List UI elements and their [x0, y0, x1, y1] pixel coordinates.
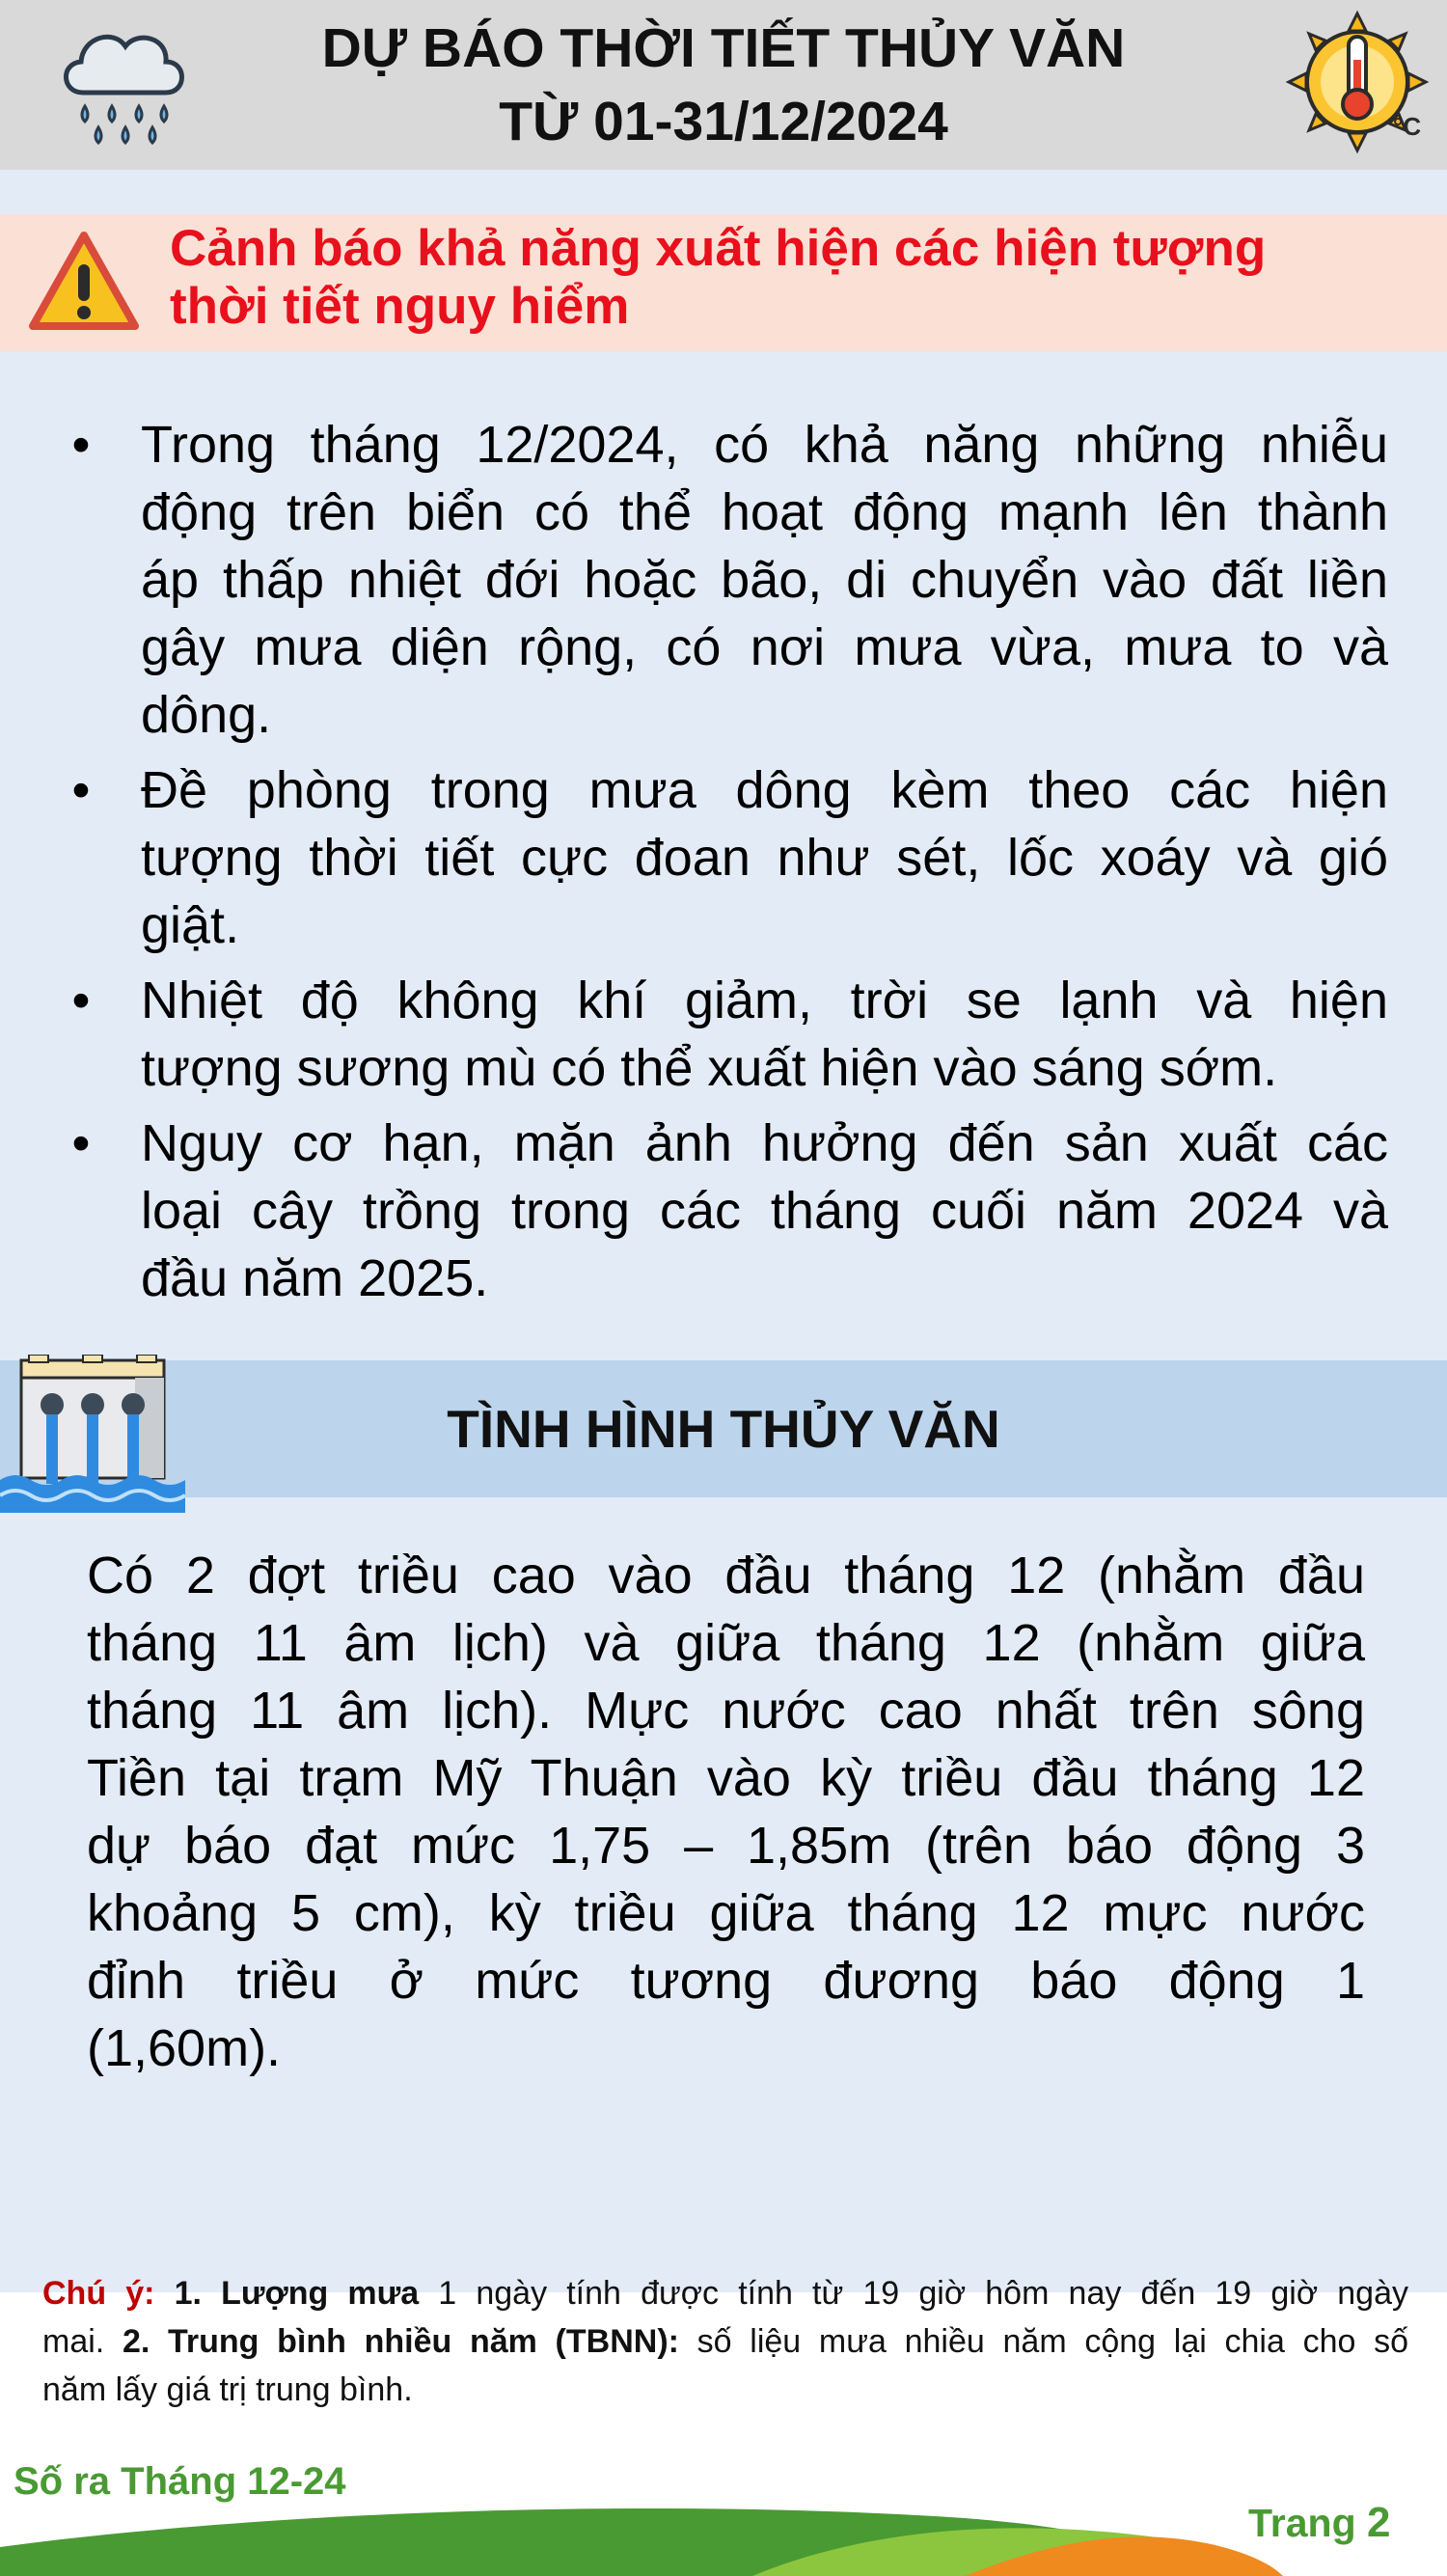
list-item: [62, 967, 1388, 1102]
footnote-line: [42, 2317, 1408, 2366]
list-item: [62, 411, 1388, 749]
page-title-line2: TỪ 01-31/12/2024: [499, 91, 948, 152]
warning-title: [170, 214, 1424, 336]
bullet-dot: •: [71, 761, 91, 819]
bullet-line: dông.: [141, 686, 272, 744]
bullet-dot: •: [71, 1114, 91, 1172]
footnote-item1-text-end: mai.: [42, 2323, 123, 2360]
bullet-line: Trong tháng 12/2024, có khả năng những nhiễu: [141, 416, 1388, 474]
bullet-line: giật.: [141, 896, 240, 954]
hydrology-title: TÌNH HÌNH THỦY VĂN: [447, 1399, 1000, 1459]
warning-triangle-icon: [27, 230, 141, 334]
paragraph-line: Có 2 đợt triều cao vào đầu tháng 12 (nhằm đầu: [87, 1547, 1365, 1604]
list-item: [62, 756, 1388, 959]
dam-icon: [0, 1355, 185, 1513]
footnote-item1-text: 1 ngày tính được tính từ 19 giờ hôm nay đến 19 giờ ngày: [419, 2275, 1408, 2312]
paragraph-line: (1,60m).: [87, 2019, 282, 2077]
footnote-item2-text-end: năm lấy giá trị trung bình.: [42, 2371, 413, 2408]
bullet-line: gây mưa diện rộng, có nơi mưa vừa, mưa to và: [141, 618, 1388, 676]
bullet-line: tượng sương mù có thể xuất hiện vào sáng sớm.: [141, 1039, 1278, 1097]
footer-wave-decoration: [0, 2499, 1447, 2576]
footnote-line: [42, 2269, 1408, 2317]
bullet-line: đầu năm 2025.: [141, 1249, 489, 1307]
hydrology-paragraph: [87, 1542, 1365, 2082]
bullet-line: động trên biển có thể hoạt động mạnh lên thành: [141, 483, 1388, 541]
issue-label: Số ra Tháng 12-24: [14, 2460, 346, 2503]
bullet-line: áp thấp nhiệt đới hoặc bão, di chuyển vào đất liền: [141, 551, 1388, 609]
bullet-line: Đề phòng trong mưa dông kèm theo các hiện: [141, 761, 1388, 819]
list-item: [62, 1110, 1388, 1312]
bullet-line: Nhiệt độ không khí giảm, trời se lạnh và hiện: [141, 972, 1388, 1029]
bullet-line: Nguy cơ hạn, mặn ảnh hưởng đến sản xuất các: [141, 1114, 1388, 1172]
footnote-label: Chú ý:: [42, 2275, 155, 2312]
footnote-item2-text: số liệu mưa nhiều năm cộng lại chia cho số: [678, 2323, 1408, 2360]
svg-text:°C: °C: [1393, 112, 1422, 141]
paragraph-line: tháng 11 âm lịch). Mực nước cao nhất trên sông: [87, 1682, 1365, 1740]
page-number: [1248, 2499, 1391, 2547]
page-number-value: 2: [1367, 2499, 1391, 2546]
footnote: [42, 2269, 1408, 2414]
footnote-item1-number: 1.: [174, 2275, 202, 2312]
bullet-line: loại cây trồng trong các tháng cuối năm 2024 và: [141, 1182, 1388, 1240]
footnote-line: [42, 2366, 1408, 2414]
bullet-dot: •: [71, 972, 91, 1029]
footnote-item2-term: Trung bình nhiều năm (TBNN):: [168, 2323, 679, 2360]
paragraph-line: khoảng 5 cm), kỳ triều giữa tháng 12 mực nước: [87, 1884, 1365, 1942]
bullet-dot: •: [71, 416, 91, 474]
warning-title-line1: Cảnh báo khả năng xuất hiện các hiện tượng: [170, 220, 1267, 277]
page-title-line1: DỰ BÁO THỜI TIẾT THỦY VĂN: [321, 17, 1126, 79]
paragraph-line: Tiền tại trạm Mỹ Thuận vào kỳ triều đầu tháng 12: [87, 1749, 1365, 1807]
rain-cloud-icon: [56, 17, 191, 152]
sun-thermometer-icon: [1285, 10, 1430, 154]
paragraph-line: tháng 11 âm lịch) và giữa tháng 12 (nhằm giữa: [87, 1614, 1365, 1672]
paragraph-line: dự báo đạt mức 1,75 – 1,85m (trên báo động 3: [87, 1817, 1365, 1875]
warning-bullet-list: [62, 411, 1388, 1320]
footnote-item1-term: Lượng mưa: [221, 2275, 420, 2312]
paragraph-line: đỉnh triều ở mức tương đương báo động 1: [87, 1952, 1365, 2010]
bullet-line: tượng thời tiết cực đoan như sét, lốc xoáy và gió: [141, 829, 1388, 887]
footnote-item2-number: 2.: [122, 2323, 150, 2360]
warning-title-line2: thời tiết nguy hiểm: [170, 278, 630, 335]
page-number-label: Trang: [1248, 2501, 1368, 2545]
